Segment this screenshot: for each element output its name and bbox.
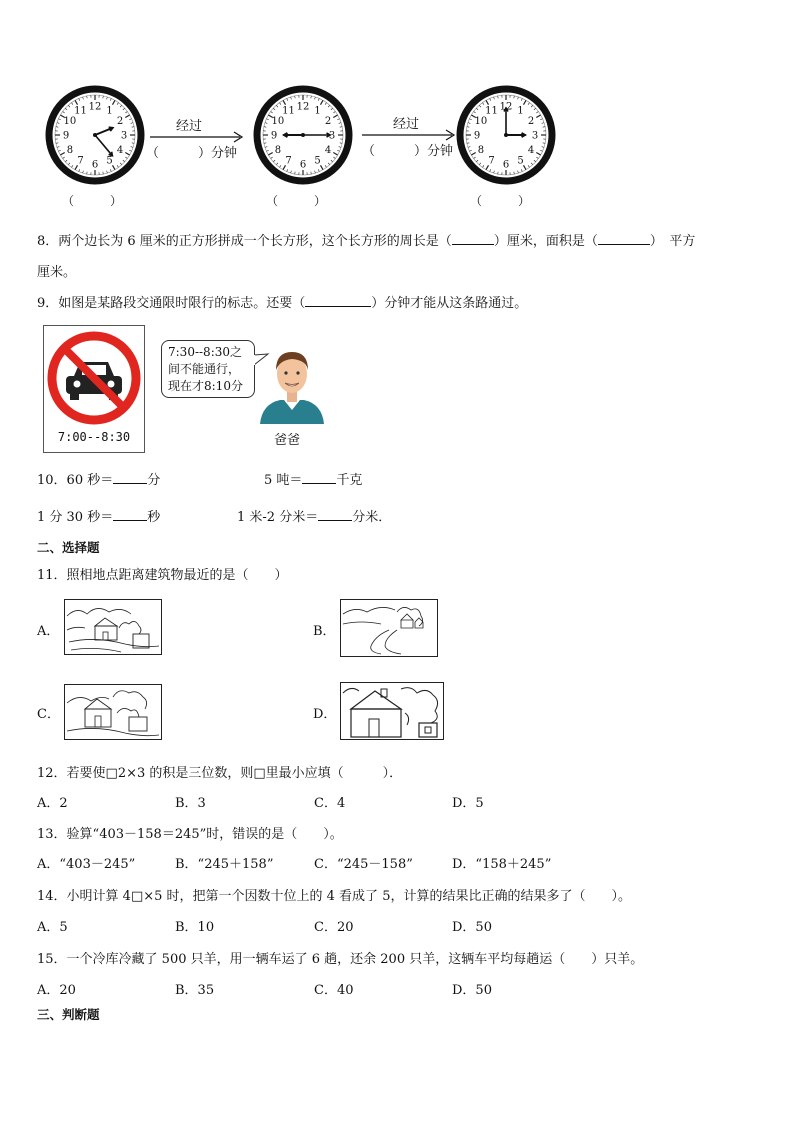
clock-number: 4: [527, 145, 535, 156]
clock-number: 9: [473, 130, 481, 142]
clock-number: 12: [296, 101, 310, 113]
sign-caption: 7:00--8:30: [57, 430, 131, 444]
clock-center: [504, 133, 508, 137]
question-9: 9．如图是某路段交通限时限行的标志。还要（ ）分钟才能从这条路通过。: [37, 296, 528, 311]
clock-1-answer: （ ）: [62, 194, 123, 208]
question-8-line-1: 8．两个边长为 6 厘米的正方形拼成一个长方形，这个长方形的周长是（ ）厘米，面积是（ ） 平方: [37, 234, 696, 249]
clock-number: 1: [517, 105, 524, 117]
clock-number: 4: [116, 145, 124, 156]
arrow-2-label: 经过: [393, 117, 420, 132]
question-10-row-2: 1 分 30 秒＝ 秒: [37, 510, 161, 525]
q14-option-a[interactable]: A．5: [37, 920, 68, 935]
section-3-heading: 三、判断题: [37, 1007, 100, 1022]
q10-blank-4: [318, 508, 352, 521]
clock-number: 10: [271, 116, 285, 127]
clock-3: [456, 85, 556, 185]
clock-number: 3: [120, 130, 128, 142]
clock-number: 10: [63, 116, 77, 127]
clock-number: 7: [285, 155, 292, 167]
clock-number: 8: [477, 145, 485, 156]
q12-option-d[interactable]: D．5: [452, 796, 484, 811]
question-10-row-1: 10．60 秒＝ 分: [37, 473, 161, 488]
q13-option-b[interactable]: B．“245＋158”: [175, 857, 274, 872]
clock-3-answer: （ ）: [470, 194, 531, 208]
clock-number: 2: [116, 116, 124, 127]
clock-number: 4: [324, 145, 332, 156]
clock-number: 3: [328, 130, 336, 142]
clock-number: 5: [106, 155, 113, 167]
clock-number: 12: [88, 101, 102, 113]
q11-option-b-picture: [340, 599, 438, 657]
arrow-1-label: 经过: [176, 119, 203, 134]
clock-2-answer: （ ）: [266, 194, 327, 208]
q10-blank-1: [113, 471, 147, 484]
q15-option-b[interactable]: B．35: [175, 983, 215, 998]
traffic-sign-box: [43, 325, 145, 453]
q8-blank-perimeter: [452, 232, 494, 245]
q8-blank-area: [598, 232, 650, 245]
clock-2: [253, 85, 353, 185]
speech-bubble: 7:30--8:30之 间不能通行， 现在才8:10分: [161, 340, 255, 398]
father-avatar-icon: [256, 342, 328, 424]
question-13-stem: 13．验算“403－158＝245”时，错误的是（ ）。: [37, 827, 343, 842]
q15-option-c[interactable]: C．40: [314, 983, 354, 998]
q12-option-c[interactable]: C．4: [314, 796, 346, 811]
clock-number: 9: [270, 130, 278, 142]
q14-option-b[interactable]: B．10: [175, 920, 215, 935]
q9-blank: [305, 294, 371, 307]
clock-number: 7: [488, 155, 495, 167]
clock-number: 6: [299, 159, 307, 171]
question-14-stem: 14．小明计算 4□×5 时，把第一个因数十位上的 4 看成了 5，计算的结果比正确的结果多了（ ）。: [37, 889, 631, 904]
clock-number: 12: [499, 101, 513, 113]
clock-number: 5: [517, 155, 524, 167]
q14-option-d[interactable]: D．50: [452, 920, 492, 935]
clock-1: [45, 85, 145, 185]
question-15-stem: 15．一个冷库冷藏了 500 只羊，用一辆车运了 6 趟，还余 200 只羊，这辆车平均每趟运（ ）只羊。: [37, 952, 644, 967]
q11-option-d-picture: [340, 682, 444, 740]
q15-option-a[interactable]: A．20: [37, 983, 76, 998]
clock-number: 8: [274, 145, 282, 156]
q15-option-d[interactable]: D．50: [452, 983, 492, 998]
clock-center: [93, 133, 97, 137]
clock-number: 8: [66, 145, 74, 156]
q10-blank-3: [113, 508, 147, 521]
clock-number: 6: [91, 159, 99, 171]
q13-option-d[interactable]: D．“158＋245”: [452, 857, 552, 872]
clock-number: 11: [282, 105, 295, 117]
q14-option-c[interactable]: C．20: [314, 920, 354, 935]
q12-option-b[interactable]: B．3: [175, 796, 206, 811]
person-label: 爸爸: [274, 433, 301, 448]
section-2-heading: 二、选择题: [37, 540, 100, 555]
clock-number: 9: [62, 130, 70, 142]
question-12-stem: 12．若要使□2×3 的积是三位数，则□里最小应填（ ）．: [37, 766, 403, 781]
q11-option-c-label: C．: [37, 707, 60, 722]
arrow-1-minutes: （ ）分钟: [146, 146, 238, 161]
clock-number: 5: [314, 155, 321, 167]
clock-number: 7: [77, 155, 84, 167]
q11-option-c-picture: [64, 684, 162, 740]
clock-number: 6: [502, 159, 510, 171]
clock-number: 2: [324, 116, 332, 127]
clock-number: 1: [106, 105, 113, 117]
question-10-row-1-right: 5 吨＝ 千克: [264, 473, 363, 488]
q13-option-c[interactable]: C．“245－158”: [314, 857, 413, 872]
arrow-2-minutes: （ ）分钟: [362, 144, 454, 159]
q11-option-a-label: A．: [37, 624, 60, 639]
q13-option-a[interactable]: A．“403－245”: [37, 857, 136, 872]
clock-center: [301, 133, 305, 137]
clock-number: 11: [74, 105, 87, 117]
no-car-sign-icon: [44, 328, 144, 428]
q11-option-a-picture: [64, 599, 162, 655]
clock-number: 3: [531, 130, 539, 142]
clock-number: 2: [527, 116, 535, 127]
question-11-stem: 11．照相地点距离建筑物最近的是（ ）: [37, 568, 288, 583]
question-8-line-2: 厘米。: [37, 265, 77, 280]
q12-option-a[interactable]: A．2: [37, 796, 68, 811]
q10-blank-2: [302, 471, 336, 484]
q11-option-b-label: B．: [313, 624, 336, 639]
clock-number: 10: [474, 116, 488, 127]
question-10-row-2-right: 1 米-2 分米＝ 分米．: [237, 510, 392, 525]
clock-number: 1: [314, 105, 321, 117]
q11-option-d-label: D．: [313, 707, 337, 722]
clock-number: 11: [485, 105, 498, 117]
